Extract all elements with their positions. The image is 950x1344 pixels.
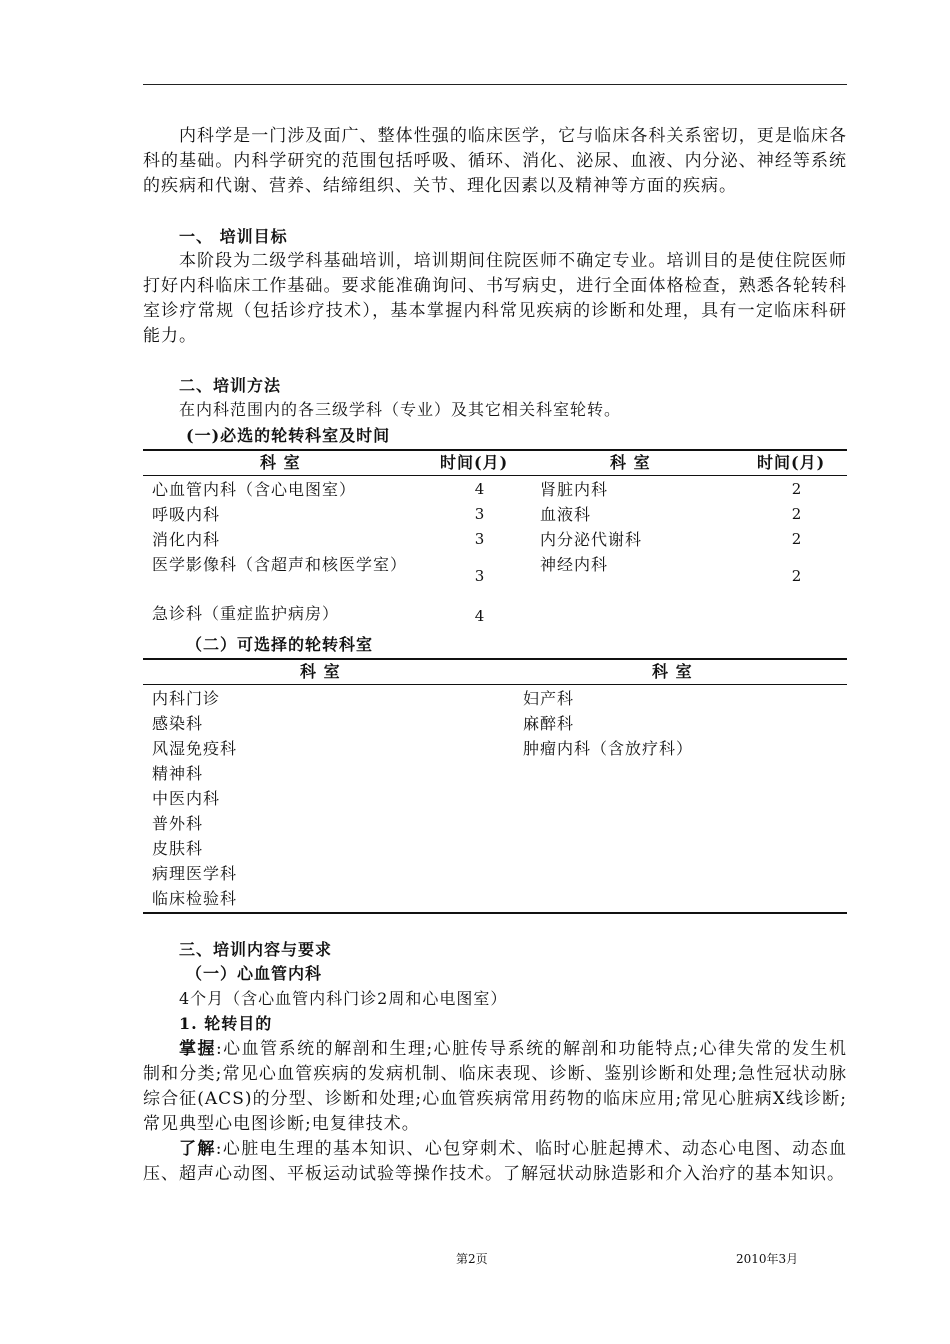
time-cell: 2 bbox=[791, 505, 803, 523]
time-cell: 4 bbox=[474, 480, 486, 498]
master-text: :心血管系统的解剖和生理;心脏传导系统的解剖和功能特点;心律失常的发生机制和分类;常见心血管疾病的发病机制、临床表现、诊断、鉴别诊断和处理;急性冠状动脉综合征(ACS)的分型、诊断和处理;心血管疾病常用药物的临床应用;常见心脏病X线诊断;常见典型心电图诊断;电复律技术。 bbox=[143, 1039, 847, 1134]
dept-cell: 肾脏内科 bbox=[540, 480, 609, 499]
section-3-title: 三、培训内容与要求 bbox=[179, 940, 333, 959]
dept-cell: 呼吸内科 bbox=[152, 505, 221, 524]
list-item: 内科门诊 bbox=[152, 689, 221, 708]
list-item: 临床检验科 bbox=[152, 889, 238, 908]
dept-cell: 血液科 bbox=[540, 505, 592, 524]
dept-cell: 消化内科 bbox=[152, 530, 221, 549]
table-2-header-right: 科 室 bbox=[652, 662, 693, 681]
list-item: 妇产科 bbox=[523, 689, 575, 708]
dept-cell: 内分泌代谢科 bbox=[540, 530, 643, 549]
time-cell: 2 bbox=[791, 567, 803, 585]
table-2-bottom-rule bbox=[143, 912, 847, 914]
dept-cell: 急诊科（重症监护病房） bbox=[152, 604, 340, 623]
table-1-header-time-a: 时间(月) bbox=[440, 453, 509, 472]
list-item: 风湿免疫科 bbox=[152, 739, 238, 758]
time-cell: 4 bbox=[474, 607, 486, 625]
table-1-title: (一)必选的轮转科室及时间 bbox=[186, 426, 391, 445]
table-2-title: （二）可选择的轮转科室 bbox=[186, 635, 374, 654]
dept-cell: 神经内科 bbox=[540, 555, 609, 574]
table-1-header-dept-a: 科 室 bbox=[260, 453, 301, 472]
section-2-title: 二、培训方法 bbox=[179, 376, 282, 395]
time-cell: 2 bbox=[791, 530, 803, 548]
section-1-title: 一、 培训目标 bbox=[179, 227, 288, 246]
list-item: 肿瘤内科（含放疗科） bbox=[523, 739, 694, 758]
point-1-title: 1. 轮转目的 bbox=[179, 1014, 273, 1033]
table-2-top-rule bbox=[143, 658, 847, 660]
intro-paragraph: 内科学是一门涉及面广、整体性强的临床医学，它与临床各科关系密切，更是临床各科的基础。内科学研究的范围包括呼吸、循环、消化、泌尿、血液、内分泌、神经等系统的疾病和代谢、营养、结缔组织、关节、理化因素以及精神等方面的疾病。 bbox=[143, 126, 847, 196]
understand-text: :心脏电生理的基本知识、心包穿刺术、临时心脏起搏术、动态心电图、动态血压、超声心动图、平板运动试验等操作技术。了解冠状动脉造影和介入治疗的基本知识。 bbox=[143, 1139, 848, 1184]
time-cell: 3 bbox=[474, 567, 486, 585]
table-1-header-dept-b: 科 室 bbox=[610, 453, 651, 472]
rotation-duration: 4个月（含心血管内科门诊2周和心电图室） bbox=[179, 989, 508, 1008]
master-paragraph bbox=[143, 1037, 847, 1137]
list-item: 皮肤科 bbox=[152, 839, 204, 858]
dept-cell: 医学影像科（含超声和核医学室） bbox=[152, 555, 408, 574]
time-cell: 3 bbox=[474, 530, 486, 548]
table-2-header-rule bbox=[143, 684, 847, 685]
table-1-header-rule bbox=[143, 475, 847, 476]
section-2-body: 在内科范围内的各三级学科（专业）及其它相关科室轮转。 bbox=[179, 400, 622, 419]
footer-date: 2010年3月 bbox=[736, 1252, 799, 1266]
table-2-header-left: 科 室 bbox=[300, 662, 341, 681]
section-1-body: 本阶段为二级学科基础培训，培训期间住院医师不确定专业。培训目的是使住院医师打好内科临床工作基础。要求能准确询问、书写病史，进行全面体格检查，熟悉各轮转科室诊疗常规（包括诊疗技术），基本掌握内科常见疾病的诊断和处理，具有一定临床科研能力。 bbox=[143, 251, 847, 346]
page-number: 第2页 bbox=[456, 1252, 488, 1266]
list-item: 麻醉科 bbox=[523, 714, 575, 733]
dept-cell: 心血管内科（含心电图室） bbox=[152, 480, 357, 499]
list-item: 普外科 bbox=[152, 814, 204, 833]
understand-paragraph bbox=[143, 1137, 847, 1187]
time-cell: 2 bbox=[791, 480, 803, 498]
table-1-header-time-b: 时间(月) bbox=[757, 453, 826, 472]
list-item: 感染科 bbox=[152, 714, 204, 733]
understand-label: 了解 bbox=[179, 1139, 216, 1159]
list-item: 中医内科 bbox=[152, 789, 221, 808]
header-rule bbox=[143, 84, 847, 85]
subsection-cardiology: （一）心血管内科 bbox=[186, 964, 323, 983]
time-cell: 3 bbox=[474, 505, 486, 523]
list-item: 病理医学科 bbox=[152, 864, 238, 883]
list-item: 精神科 bbox=[152, 764, 204, 783]
master-label: 掌握 bbox=[179, 1039, 216, 1059]
